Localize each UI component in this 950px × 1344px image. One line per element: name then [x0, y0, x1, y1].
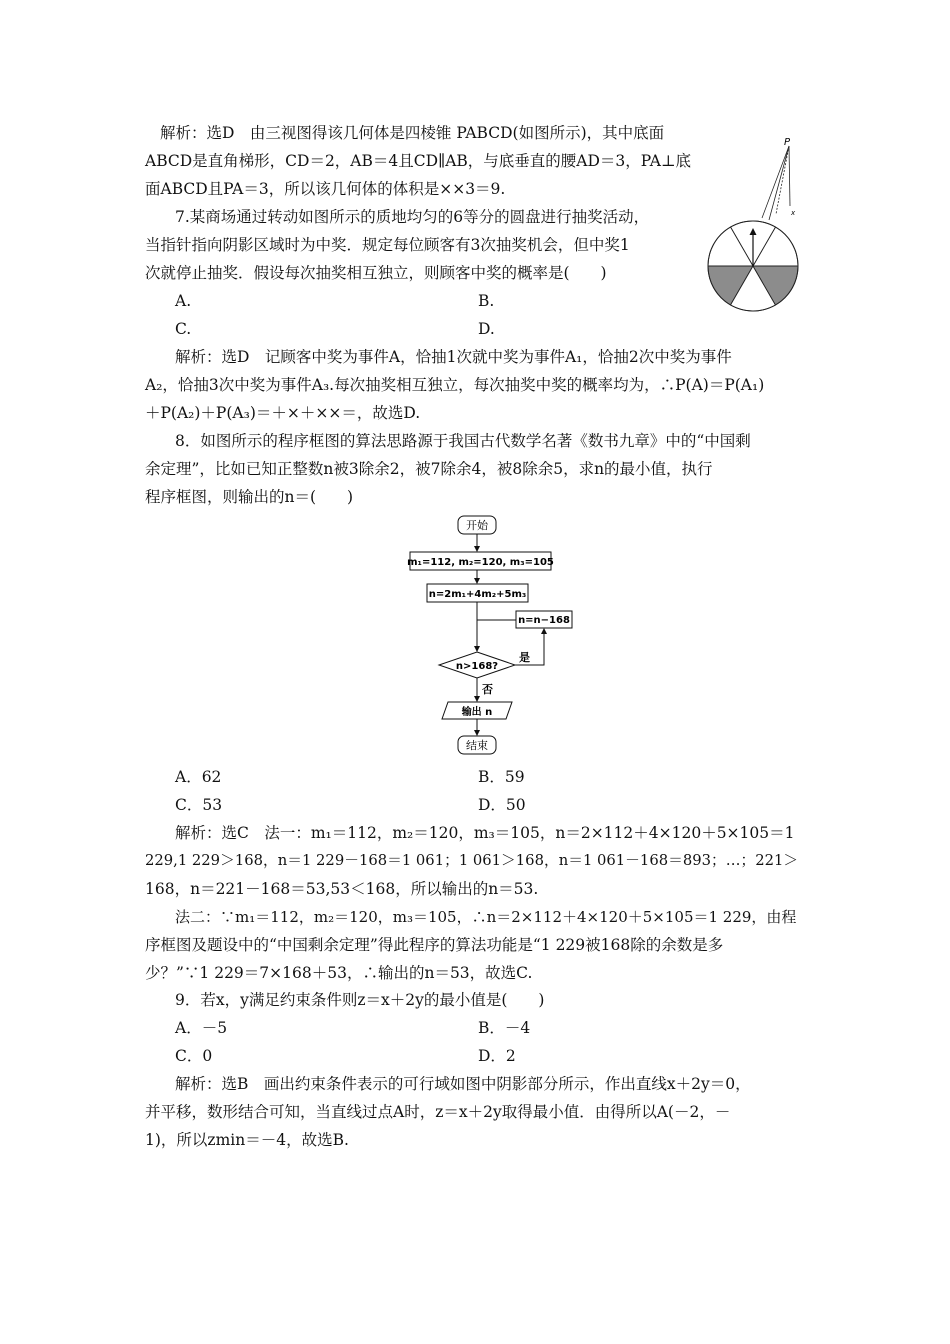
q8-option-b: B．59	[478, 768, 525, 786]
solution-8-line-1: 解析：选C 法一：m₁＝112，m₂＝120，m₃＝105，n＝2×112＋4×120＋5×105＝1	[175, 824, 795, 842]
pyramid-figure	[760, 132, 810, 222]
question-7-line-2: 当指针指向阴影区域时为中奖．规定每位顾客有3次抽奖机会，但中奖1	[145, 236, 630, 254]
flowchart-figure	[400, 512, 590, 757]
q9-option-b: B．－4	[478, 1019, 531, 1037]
solution-9-line-3: 1)，所以zmin＝－4，故选B.	[145, 1131, 349, 1149]
question-7-line-1: 7.某商场通过转动如图所示的质地均匀的6等分的圆盘进行抽奖活动，	[175, 208, 650, 226]
flowchart-output-label: 输出 n	[461, 707, 493, 718]
solution-8-line-4: 法二：∵m₁＝112，m₂＝120，m₃＝105，∴n＝2×112＋4×120＋5×105＝1 229，由程	[175, 908, 797, 926]
question-9-line-1: 9．若x，y满足约束条件则z＝x＋2y的最小值是( )	[175, 991, 545, 1009]
solution-9-line-2: 并平移，数形结合可知，当直线过点A时，z＝x＋2y取得最小值．由得所以A(－2，－	[145, 1103, 731, 1121]
flowchart-init-label: m₁=112, m₂=120, m₃=105	[407, 557, 554, 568]
solution-6-line-2: ABCD是直角梯形，CD＝2，AB＝4且CD∥AB，与底垂直的腰AD＝3，PA⊥底	[145, 152, 692, 170]
solution-7-line-1: 解析：选D 记顾客中奖为事件A，恰抽1次就中奖为事件A₁，恰抽2次中奖为事件	[175, 348, 732, 366]
solution-8-line-6: 少？”∵1 229＝7×168＋53，∴输出的n＝53，故选C.	[145, 964, 533, 982]
q8-option-c: C．53	[175, 796, 223, 814]
q9-option-c: C．0	[175, 1047, 213, 1065]
flowchart-compute-label: n=2m₁+4m₂+5m₃	[428, 589, 527, 600]
pyramid-edge	[789, 146, 790, 206]
spinner-wheel-figure	[703, 220, 803, 320]
flowchart-start-label: 开始	[466, 519, 488, 532]
flowchart-no-label: 否	[482, 683, 493, 696]
question-7-line-3: 次就停止抽奖．假设每次抽奖相互独立，则顾客中奖的概率是( )	[145, 264, 607, 282]
q7-option-b: B.	[478, 292, 495, 310]
question-8-line-3: 程序框图，则输出的n＝( )	[145, 488, 354, 506]
flowchart-end-label: 结束	[466, 739, 488, 752]
pyramid-edge	[769, 146, 789, 220]
solution-6-line-3: 面ABCD且PA＝3，所以该几何体的体积是××3＝9.	[145, 180, 506, 198]
flowchart-decision-label: n>168?	[455, 661, 499, 672]
q9-option-d: D．2	[478, 1047, 516, 1065]
question-8-line-1: 8．如图所示的程序框图的算法思路源于我国古代数学名著《数书九章》中的“中国剩	[175, 432, 751, 450]
solution-8-line-3: 168，n＝221－168＝53,53＜168，所以输出的n＝53.	[145, 880, 539, 898]
flowchart-yes-label: 是	[519, 651, 530, 664]
q8-option-d: D．50	[478, 796, 526, 814]
apex-label-p: P	[784, 137, 791, 148]
q7-option-d: D.	[478, 320, 495, 338]
q8-option-a: A．62	[175, 768, 222, 786]
solution-6-line-1: 解析：选D 由三视图得该几何体是四棱锥 PABCD(如图所示)，其中底面	[160, 124, 665, 142]
q7-option-a: A.	[175, 292, 192, 310]
solution-7-line-2: A₂，恰抽3次中奖为事件A₃.每次抽奖相互独立，每次抽奖中奖的概率均为，∴P(A)＝P(A₁)	[145, 376, 765, 394]
solution-8-line-2: 229,1 229＞168，n＝1 229－168＝1 061；1 061＞168，n＝1 061－168＝893；…；221＞	[145, 852, 799, 869]
solution-9-line-1: 解析：选B 画出约束条件表示的可行域如图中阴影部分所示，作出直线x＋2y＝0，	[175, 1075, 751, 1093]
pyramid-hidden-edge	[776, 146, 789, 214]
flowchart-update-label: n=n−168	[518, 615, 570, 626]
pyramid-edge	[762, 146, 789, 218]
question-8-line-2: 余定理”，比如已知正整数n被3除余2，被7除余4，被8除余5，求n的最小值，执行	[145, 460, 713, 478]
side-label-x: x	[791, 209, 796, 217]
q9-option-a: A．－5	[175, 1019, 228, 1037]
q7-option-c: C.	[175, 320, 192, 338]
solution-7-line-3: ＋P(A₂)＋P(A₃)＝＋×＋××＝，故选D.	[145, 404, 421, 422]
solution-8-line-5: 序框图及题设中的“中国剩余定理”得此程序的算法功能是“1 229被168除的余数是多	[145, 936, 724, 954]
